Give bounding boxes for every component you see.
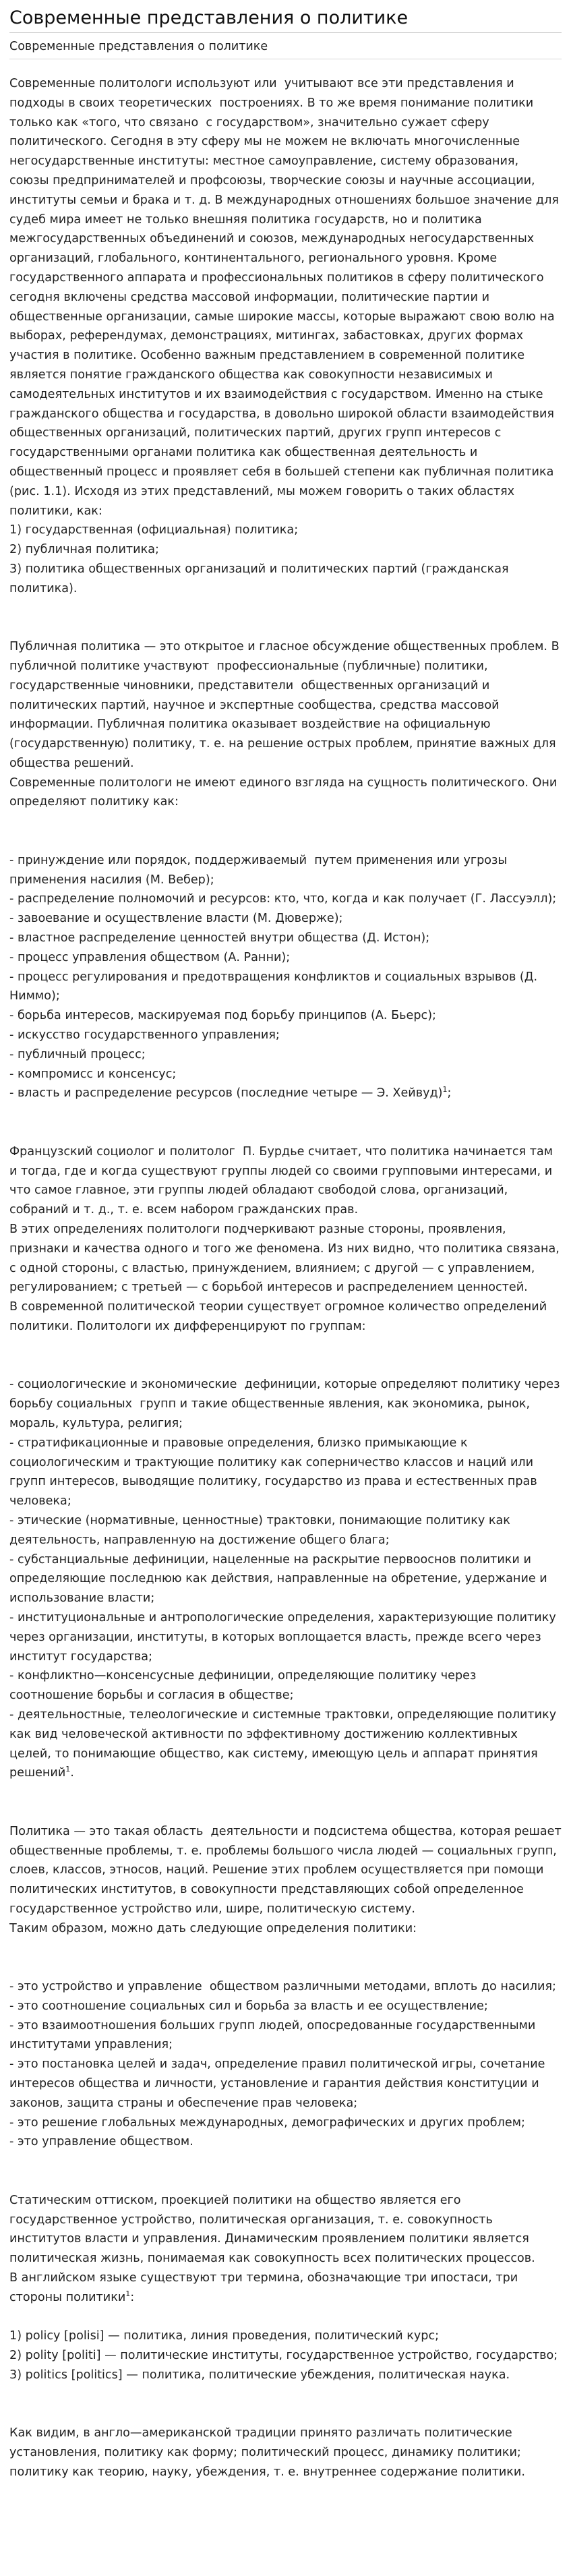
list-item: - публичный процесс; <box>9 1047 146 1061</box>
list-item-end: ; <box>447 1086 452 1101</box>
list-item: - субстанциальные дефиниции, нацеленные на раскрытие первооснов политики и определяющие последнюю как действия, направленные на обретение, удержание и использование власти; <box>9 1552 551 1606</box>
bourdieu-paragraph-3: В современной политической теории существует огромное количество определений политики. Политологи их дифференцируют по группам: <box>9 1300 551 1333</box>
spacer <box>9 1103 562 1123</box>
list-item: - это управление обществом. <box>9 2135 193 2149</box>
list-item: - это взаимоотношения больших групп людей, опосредованные государственными институтами управления; <box>9 2018 539 2052</box>
area-paragraph-2: Таким образом, можно дать следующие определения политики: <box>9 1921 417 1935</box>
list-item <box>9 1705 562 1783</box>
page-title: Современные представления о политике <box>9 7 562 33</box>
spacer <box>9 2152 562 2171</box>
list-item: 3) политика общественных организаций и политических партий (гражданская политика). <box>9 562 513 595</box>
spacer <box>9 831 562 851</box>
list-item <box>9 1084 562 1103</box>
list-item: - искусство государственного управления; <box>9 1028 280 1043</box>
bourdieu-paragraph: Французский социолог и политолог П. Бурдье считает, что политика начинается там и тогда, где и когда существуют группы людей со своими групповыми интересами, и что самое главное, эти группы людей обладают свободой слова, организаций, собраний и т. д., т. е. всем набором гражданских прав. <box>9 1144 557 1217</box>
list-item: - завоевание и осуществление власти (М. Дюверже); <box>9 912 343 926</box>
terms-text: В английском языке существуют три термина, обозначающие три ипостаси, три стороны политики <box>9 2271 522 2304</box>
spacer <box>9 1939 562 1958</box>
spacer <box>9 1803 562 1822</box>
list-item: - властное распределение ценностей внутри общества (Д. Истон); <box>9 931 430 945</box>
list-item: - распределение полномочий и ресурсов: кто, что, когда и как получает (Г. Лассуэлл); <box>9 892 557 906</box>
spacer <box>9 1958 562 1977</box>
footnote-marker: 1 <box>65 1765 71 1774</box>
list-item-text: - власть и распределение ресурсов (последние четыре — Э. Хейвуд) <box>9 1086 443 1101</box>
list-item: - это устройство и управление обществом различными методами, вплоть до насилия; <box>9 1980 556 1994</box>
spacer <box>9 2385 562 2405</box>
spacer <box>9 812 562 831</box>
list-item: 2) публичная политика; <box>9 543 159 557</box>
list-item: 1) policy [polisi] — политика, линия проведения, политический курс; <box>9 2329 440 2343</box>
list-item: - это решение глобальных международных, демографических и других проблем; <box>9 2115 525 2130</box>
public-policy-paragraph: Публичная политика — это открытое и гласное обсуждение общественных проблем. В публичной политике участвуют профессиональные (публичные) политики, государственные чиновники, представители общественных организаций и политических партий, научное и экспертные сообщества, средства массовой информации. Публичная политика оказывает воздействие на официальную (государственную) политику, т. е. на решение острых проблем, принятие важных для общества решений. <box>9 640 564 770</box>
spacer <box>9 2405 562 2424</box>
spacer <box>9 2308 562 2327</box>
list-item: - принуждение или порядок, поддерживаемый путем применения или угрозы применения насилия (М. Вебер); <box>9 853 511 887</box>
intro-paragraph: Современные политологи используют или учитывают все эти представления и подходы в своих теоретических построениях. В то же время понимание политики только как «того, что связано с государством», значительно сужает сферу политического. Сегодня в эту сферу мы не можем не включать многочисленные негосударственные институты: местное самоуправление, систему образования, союзы предпринимателей и профсоюзы, творческие союзы и научные ассоциации, институты семьи и брака и т. д. В международных отношениях большое значение для судеб мира имеет не только внешняя политика государств, но и политика межгосударственных объединений и союзов, международных негосударственных организаций, глобального, континентального, регионального уровня. Кроме государственного аппарата и профессиональных политиков в сферу политического сегодня включены средства массовой информации, политические партии и общественные организации, самые широкие массы, которые выражают свою волю на выборах, референдумах, демонстрациях, митингах, забастовках, других формах участия в политике. Особенно важным представлением в современной политике является понятие гражданского общества как совокупности независимых и самодеятельных институтов и их взаимодействия с государством. Именно на стыке гражданского общества и государства, в довольно широкой области взаимодействия общественных организаций, политических партий, других групп интересов с государственными органами политика как общественная деятельность и общественный процесс и проявляет себя в большей степени как публичная политика (рис. 1.1). Исходя из этих представлений, мы можем говорить о таких областях политики, как: <box>9 77 563 518</box>
list-item: - этические (нормативные, ценностные) трактовки, понимающие политику как деятельность, направленную на достижение общего блага; <box>9 1513 514 1547</box>
list-item-end: . <box>70 1766 74 1780</box>
list-item: 1) государственная (официальная) политика; <box>9 523 299 537</box>
bourdieu-paragraph-2: В этих определениях политологи подчеркивают разные стороны, проявления, признаки и качества одного и того же феномена. Из них видно, что политика связана, с одной стороны, с властью, принуждением, влиянием; с другой — с управлением, регулированием; с третьей — с борьбой интересов и распределением ценностей. <box>9 1223 564 1295</box>
list-item: - конфликтно—консенсусные дефиниции, определяющие политику через соотношение борьбы и согласия в обществе; <box>9 1669 480 1703</box>
list-item: - борьба интересов, маскируемая под борьбу принципов (А. Бьерс); <box>9 1009 436 1023</box>
terms-text-end: : <box>130 2290 135 2304</box>
list-item: - компромисс и консенсус; <box>9 1067 177 1081</box>
spacer <box>9 1337 562 1356</box>
page-subtitle: Современные представления о политике <box>9 37 562 59</box>
public-policy-paragraph-2: Современные политологи не имеют единого взгляда на сущность политического. Они определяют политику как: <box>9 775 561 809</box>
area-paragraph: Политика — это такая область деятельности и подсистема общества, которая решает общественные проблемы, т. е. проблемы большого числа людей — социальных групп, слоев, классов, этносов, наций. Решение этих проблем осуществляется при помощи политических институтов, в совокупности представляющих собой определенное государственное устройство или, шире, политическую систему. <box>9 1824 566 1916</box>
list-item: - социологические и экономические дефиниции, которые определяют политику через борьбу социальных групп и такие общественные явления, как экономика, рынок, мораль, культура, религия; <box>9 1378 564 1430</box>
conclusion-paragraph: Как видим, в англо—американской традиции принято различать политические установления, политику как форму; политический процесс, динамику политики; политику как теорию, науку, убеждения, т. е. внутреннее содержание политики. <box>9 2426 525 2480</box>
terms-paragraph: Статическим оттиском, проекцией политики на общество является его государственное устройство, политическая организация, т. е. совокупность институтов власти и управления. Динамическим проявлением политики является политическая жизнь, понимаемая как совокупность всех политических процессов. <box>9 2193 535 2266</box>
terms-paragraph-2 <box>9 2268 562 2308</box>
spacer <box>9 599 562 618</box>
spacer <box>9 1123 562 1142</box>
list-item: - стратификационные и правовые определения, близко примыкающие к социологическим и трактующие политику как соперничество классов и наций или групп интересов, выводящие политику, государство из права и естественных прав человека; <box>9 1436 541 1509</box>
list-item: 2) polity [politi] — политические институты, государственное устройство, государство; <box>9 2349 558 2363</box>
footnote-marker: 1 <box>442 1085 448 1094</box>
list-item: - процесс управления обществом (А. Ранни); <box>9 950 291 964</box>
list-item: - это постановка целей и задач, определение правил политической игры, сочетание интересов общества и личности, установление и гарантия действия конституции и законов, защита страны и обеспечение прав человека; <box>9 2057 549 2110</box>
list-item: - институциональные и антропологические определения, характеризующие политику через организации, институты, в которых воплощается власть, прежде всего через институт государства; <box>9 1610 560 1664</box>
article-body <box>9 74 566 2482</box>
list-item: - процесс регулирования и предотвращения конфликтов и социальных взрывов (Д. Ниммо); <box>9 970 541 1003</box>
list-item-text: - деятельностные, телеологические и системные трактовки, определяющие политику как вид человеческой активности по эффективному достижению коллективных целей, то понимающие общество, как систему, имеющую цель и аппарат принятия решений <box>9 1707 560 1780</box>
spacer <box>9 618 562 637</box>
spacer <box>9 2171 562 2191</box>
list-item: - это соотношение социальных сил и борьба за власть и ее осуществление; <box>9 1999 488 2013</box>
footnote-marker: 1 <box>125 2289 131 2298</box>
spacer <box>9 1356 562 1376</box>
list-item: 3) politics [politics] — политика, политические убеждения, политическая наука. <box>9 2368 510 2382</box>
spacer <box>9 1783 562 1803</box>
